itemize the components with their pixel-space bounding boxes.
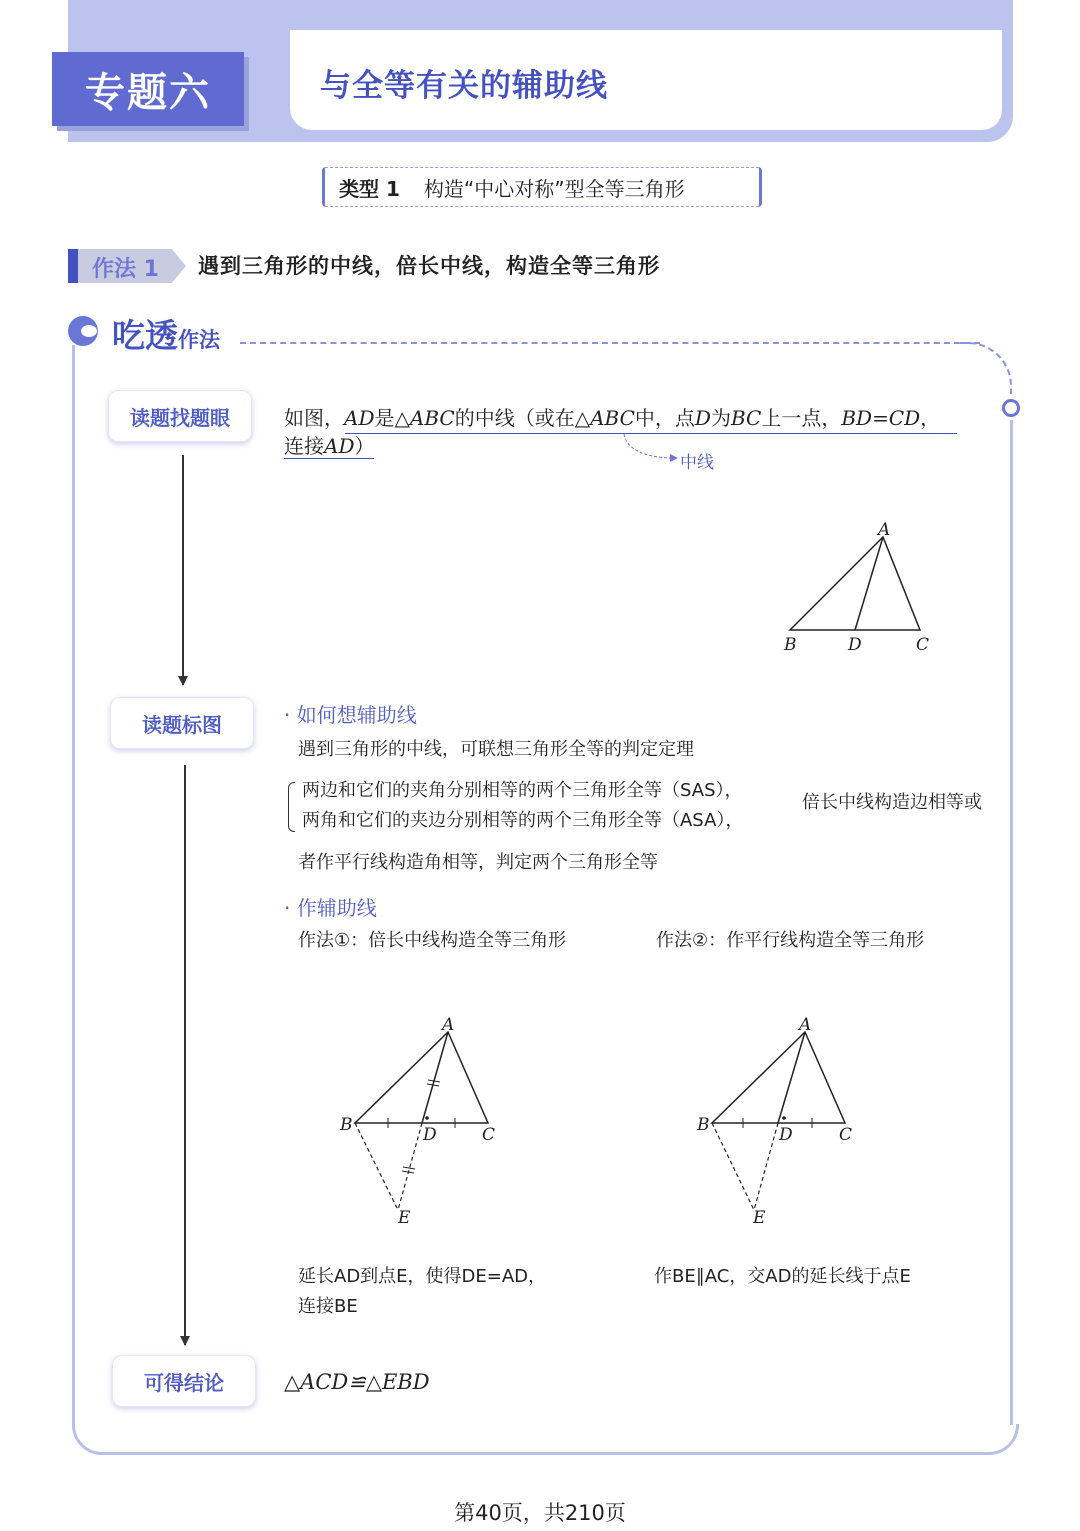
- figure-method-1: [330, 1010, 510, 1230]
- intro-text: 为: [710, 406, 731, 430]
- vertex-b: B: [340, 1115, 353, 1135]
- page-footer: 第40页，共210页: [454, 1501, 626, 1525]
- step-label-mark: 读题标图: [110, 697, 254, 749]
- topic-tag: 专题六: [52, 52, 244, 126]
- type-banner: [322, 167, 762, 207]
- vertex-a: A: [799, 1015, 812, 1035]
- intro-text: 连接: [284, 434, 324, 458]
- triangle-abc: [712, 1032, 845, 1123]
- intro-math: D: [694, 406, 711, 430]
- intro-text: 上一点，: [761, 406, 842, 430]
- vertex-d: D: [779, 1125, 793, 1145]
- frame-bottom-border: [72, 1424, 1019, 1455]
- note-arrow: [620, 432, 680, 464]
- vertex-a: A: [442, 1015, 455, 1035]
- think-cont: 者作平行线构造角相等，判定两个三角形全等: [298, 852, 658, 873]
- frame-left-border: [72, 345, 75, 1427]
- frame-right-border: [1010, 420, 1013, 1425]
- frame-top-dash: [240, 342, 980, 344]
- intro-math: ABC: [409, 406, 455, 430]
- think-line1: 遇到三角形的中线，可联想三角形全等的判定定理: [298, 739, 694, 760]
- page-title: 与全等有关的辅助线: [320, 68, 608, 104]
- conclusion-text: △ACD≌△EBD: [284, 1370, 430, 1394]
- triangle-figure: [770, 515, 950, 660]
- vertex-d: D: [848, 635, 862, 655]
- extension-de: [398, 1123, 422, 1210]
- frame-ring-icon: [1002, 399, 1020, 417]
- theorem-asa: 两角和它们的夹边分别相等的两个三角形全等（ASA），: [302, 810, 744, 831]
- intro-text: 中，点: [634, 406, 695, 430]
- section-title: [112, 310, 220, 357]
- intro-text: ，: [920, 406, 941, 430]
- figure-method-2: [688, 1010, 868, 1230]
- tick-de-1: [403, 1167, 415, 1169]
- vertex-c: C: [482, 1125, 496, 1145]
- section-moon-icon: [68, 316, 98, 346]
- flow-arrow-1: [182, 455, 184, 685]
- intro-text: 是△: [374, 406, 410, 430]
- method-2-title: 作法②：作平行线构造全等三角形: [656, 930, 925, 951]
- intro-math: BD=CD: [841, 406, 921, 430]
- method-1-caption-line2: 连接BE: [298, 1296, 358, 1317]
- step-label-conclude: 可得结论: [112, 1355, 256, 1407]
- theorem-brace: [288, 776, 743, 836]
- intro-math: ABC: [590, 406, 635, 430]
- vertex-b: B: [697, 1115, 710, 1135]
- method-2-caption: 作BE∥AC，交AD的延长线于点E: [654, 1266, 911, 1287]
- triangle-abc: [355, 1032, 488, 1123]
- method-1-caption-line1: 延长AD到点E，使得DE=AD，: [298, 1266, 547, 1287]
- vertex-b: B: [784, 635, 797, 655]
- method-badge-bar: [68, 249, 78, 283]
- segment-be: [355, 1123, 398, 1210]
- flow-arrow-1-head: [178, 676, 188, 686]
- intro-math: AD: [344, 406, 375, 430]
- segment-be: [712, 1123, 754, 1210]
- intro-text: ）: [354, 434, 375, 458]
- think-right: 倍长中线构造边相等或: [802, 792, 982, 813]
- type-title: 构造“中心对称”型全等三角形: [423, 176, 685, 201]
- type-number: 类型 1: [339, 176, 400, 201]
- intro-underline: [284, 458, 374, 459]
- method-1-caption: [298, 1262, 546, 1322]
- midline-note: 中线: [680, 453, 714, 473]
- intro-text: 如图，: [284, 406, 344, 430]
- vertex-e: E: [753, 1208, 766, 1228]
- vertex-c: C: [916, 635, 930, 655]
- flow-arrow-2-head: [180, 1336, 190, 1346]
- intro-text: 的中线（或在△: [454, 406, 591, 430]
- vertex-e: E: [398, 1208, 411, 1228]
- step-label-read: 读题找题眼: [108, 390, 252, 442]
- intro-math: BC: [730, 406, 762, 430]
- flow-arrow-2: [184, 765, 186, 1345]
- point-d-dot: [782, 1116, 786, 1120]
- section-title-big: 吃透: [112, 316, 178, 355]
- vertex-a: A: [878, 520, 891, 540]
- point-d-dot: [425, 1116, 429, 1120]
- think-heading: · 如何想辅助线: [284, 703, 417, 727]
- theorem-sas: 两边和它们的夹角分别相等的两个三角形全等（SAS），: [302, 780, 743, 801]
- method-description: 遇到三角形的中线，倍长中线，构造全等三角形: [198, 254, 660, 278]
- intro-math: AD: [324, 434, 355, 458]
- construct-heading: · 作辅助线: [284, 896, 377, 920]
- triangle-abc: [790, 537, 920, 630]
- vertex-c: C: [839, 1125, 853, 1145]
- method-badge-label: 作法 1: [92, 257, 159, 282]
- method-1-title: 作法①：倍长中线构造全等三角形: [298, 930, 567, 951]
- frame-corner: [960, 342, 1012, 394]
- section-title-small: 作法: [178, 328, 220, 352]
- vertex-d: D: [423, 1125, 437, 1145]
- extension-de: [754, 1123, 778, 1210]
